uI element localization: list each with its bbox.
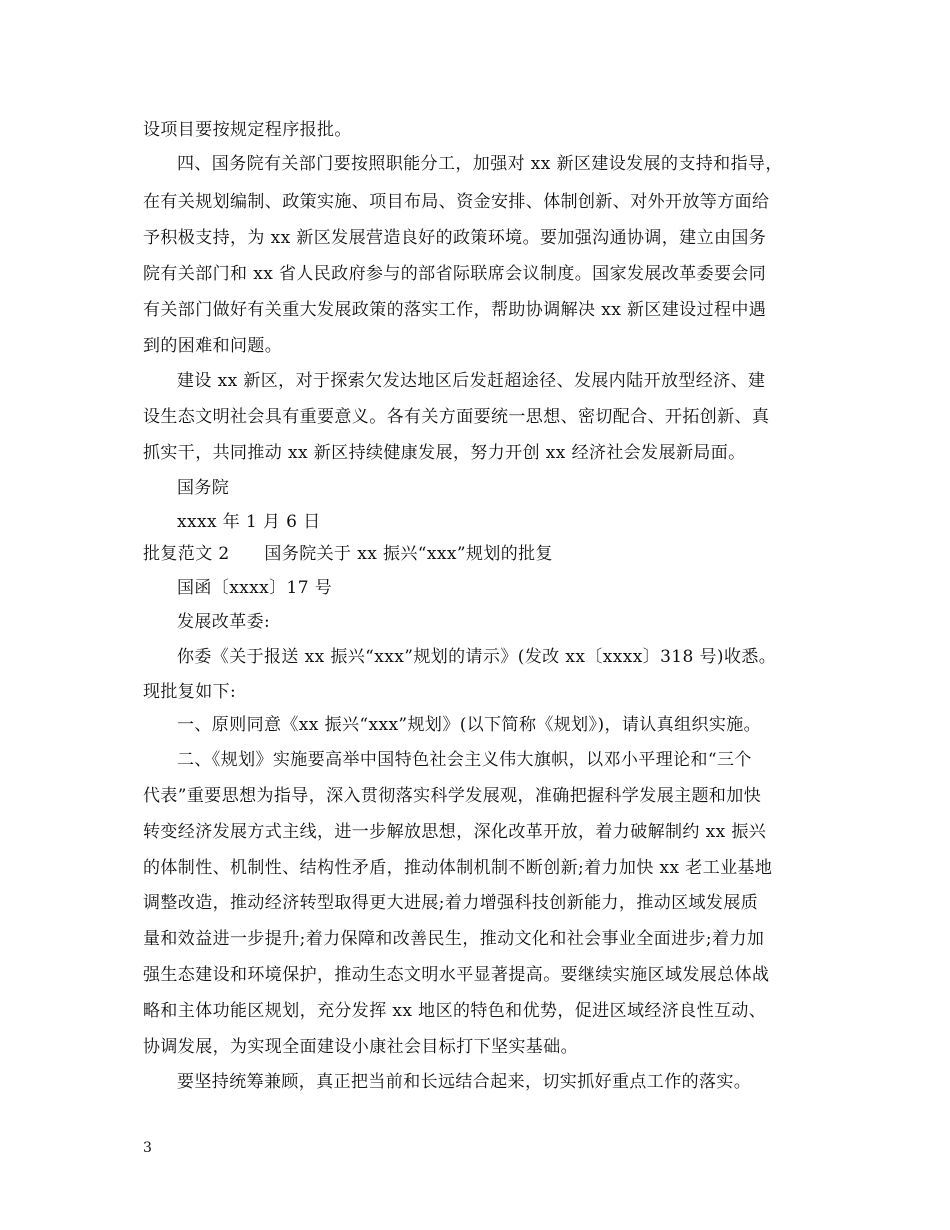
text-line: 略和主体功能区规划，充分发挥 xx 地区的特色和优势，促进区域经济良性互动、 [143,1001,767,1021]
text-line: 调整改造，推动经济转型取得更大进展;着力增强科技创新能力，推动区域发展质 [143,893,759,913]
section-heading: 批复范文 2 国务院关于 xx 振兴“xxx”规划的批复 [143,544,553,564]
text-line: 四、国务院有关部门要按照职能分工，加强对 xx 新区建设发展的支持和指导， [177,154,783,174]
text-line: 要坚持统筹兼顾，真正把当前和长远结合起来，切实抓好重点工作的落实。 [177,1072,752,1092]
text-line: 设项目要按规定程序报批。 [143,120,352,140]
text-line: 转变经济发展方式主线，进一步解放思想，深化改革开放，着力破解制约 xx 振兴 [143,822,767,842]
addressee: 发展改革委: [177,612,271,632]
text-line: 抓实干，共同推动 xx 新区持续健康发展，努力开创 xx 经济社会发展新局面。 [143,443,746,463]
text-line: 有关部门做好有关重大发展政策的落实工作，帮助协调解决 xx 新区建设过程中遇 [143,300,767,320]
text-line: 院有关部门和 xx 省人民政府参与的部省际联席会议制度。国家发展改革委要会同 [143,264,767,284]
text-line: 的体制性、机制性、结构性矛盾，推动体制机制不断创新;着力加快 xx 老工业基地 [143,858,773,878]
signature-org: 国务院 [177,478,230,498]
text-line: 建设 xx 新区，对于探索欠发达地区后发赶超途径、发展内陆开放型经济、建 [177,371,766,391]
text-line: 你委《关于报送 xx 振兴“xxx”规划的请示》(发改 xx〔xxxx〕318 号)收悉。 [177,647,777,667]
text-line: 量和效益进一步提升;着力保障和改善民生，推动文化和社会事业全面进步;着力加 [143,929,765,949]
text-line: 设生态文明社会具有重要意义。各有关方面要统一思想、密切配合、开拓创新、真 [143,407,770,427]
text-line: 二、《规划》实施要高举中国特色社会主义伟大旗帜，以邓小平理论和“三个 [177,750,752,770]
text-line: 协调发展，为实现全面建设小康社会目标打下坚实基础。 [143,1037,578,1057]
text-line: 强生态建设和环境保护，推动生态文明水平显著提高。要继续实施区域发展总体战 [143,965,770,985]
text-line: 到的困难和问题。 [143,336,283,356]
signature-date: xxxx 年 1 月 6 日 [177,512,321,532]
text-line: 予积极支持，为 xx 新区发展营造良好的政策环境。要加强沟通协调，建立由国务 [143,228,767,248]
text-line: 现批复如下: [143,682,237,702]
page-number: 3 [143,1140,152,1156]
text-line: 一、原则同意《xx 振兴“xxx”规划》(以下简称《规划》)，请认真组织实施。 [177,715,762,735]
text-line: 代表”重要思想为指导，深入贯彻落实科学发展观，准确把握科学发展主题和加快 [143,786,762,806]
text-line: 在有关规划编制、政策实施、项目布局、资金安排、体制创新、对外开放等方面给 [143,192,770,212]
document-number: 国函〔xxxx〕17 号 [177,578,333,598]
